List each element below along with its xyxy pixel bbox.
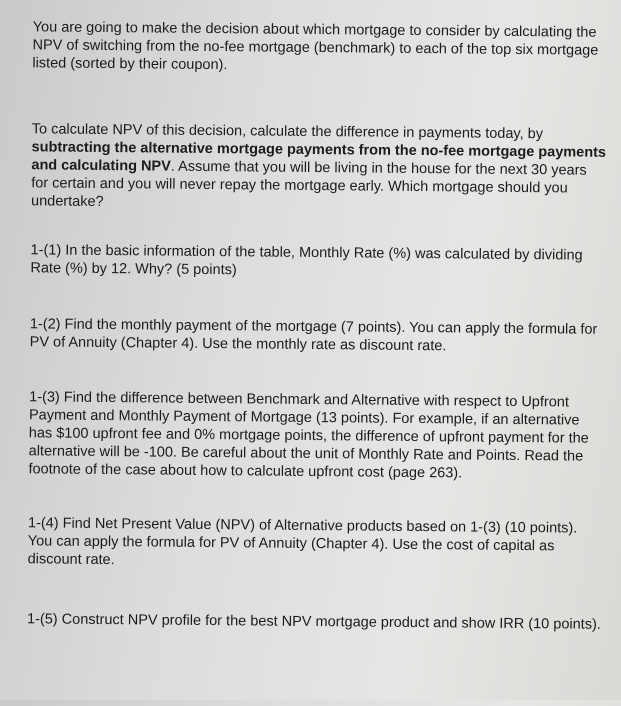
method-lead-text: To calculate NPV of this decision, calculate the difference in payments today, by xyxy=(31,121,544,143)
method-paragraph xyxy=(31,120,607,216)
question-1-1: 1-(1) In the basic information of the table, Monthly Rate (%) was calculated by dividing Rate (%) by 12. Why? (5 points) xyxy=(30,242,583,279)
method-tail-text: . Assume that you will be living in the house for the next 30 years for certain and you will never repay the mortgage early. Which mortgage should you undertake? xyxy=(30,158,587,211)
intro-paragraph: You are going to make the decision about which mortgage to consider by calculating the NPV of switching from the no-fee mortgage (benchmark) to each of the top six mortgage listed (sorted by their coupon). xyxy=(32,19,599,74)
question-1-5: 1-(5) Construct NPV profile for the best NPV mortgage product and show IRR (10 points). xyxy=(26,611,601,633)
question-1-2: 1-(2) Find the monthly payment of the mortgage (7 points). You can apply the formula for PV of Annuity (Chapter 4). Use the monthly rate as discount rate. xyxy=(29,316,598,355)
question-1-4: 1-(4) Find Net Present Value (NPV) of Alternative products based on 1-(3) (10 points). You can apply the formula for PV of Annuity (Chapter 4). Use the cost of capital as discount rate. xyxy=(27,515,578,569)
method-bold-text: subtracting the alternative mortgage payments from the no-fee mortgage payments and calculating NPV xyxy=(31,139,607,175)
question-1-3: 1-(3) Find the difference between Benchmark and Alternative with respect to Upfront Payment and Monthly Payment of Mortgage (13 points). For example, if an alternative has $100 upfront fee and 0% mortgage points, the difference of upfront payment for the alternative will be -100. Be careful about the unit of Monthly Rate and Points. Read the footnote of the case about how to calculate upfront cost (page 263). xyxy=(28,389,589,482)
